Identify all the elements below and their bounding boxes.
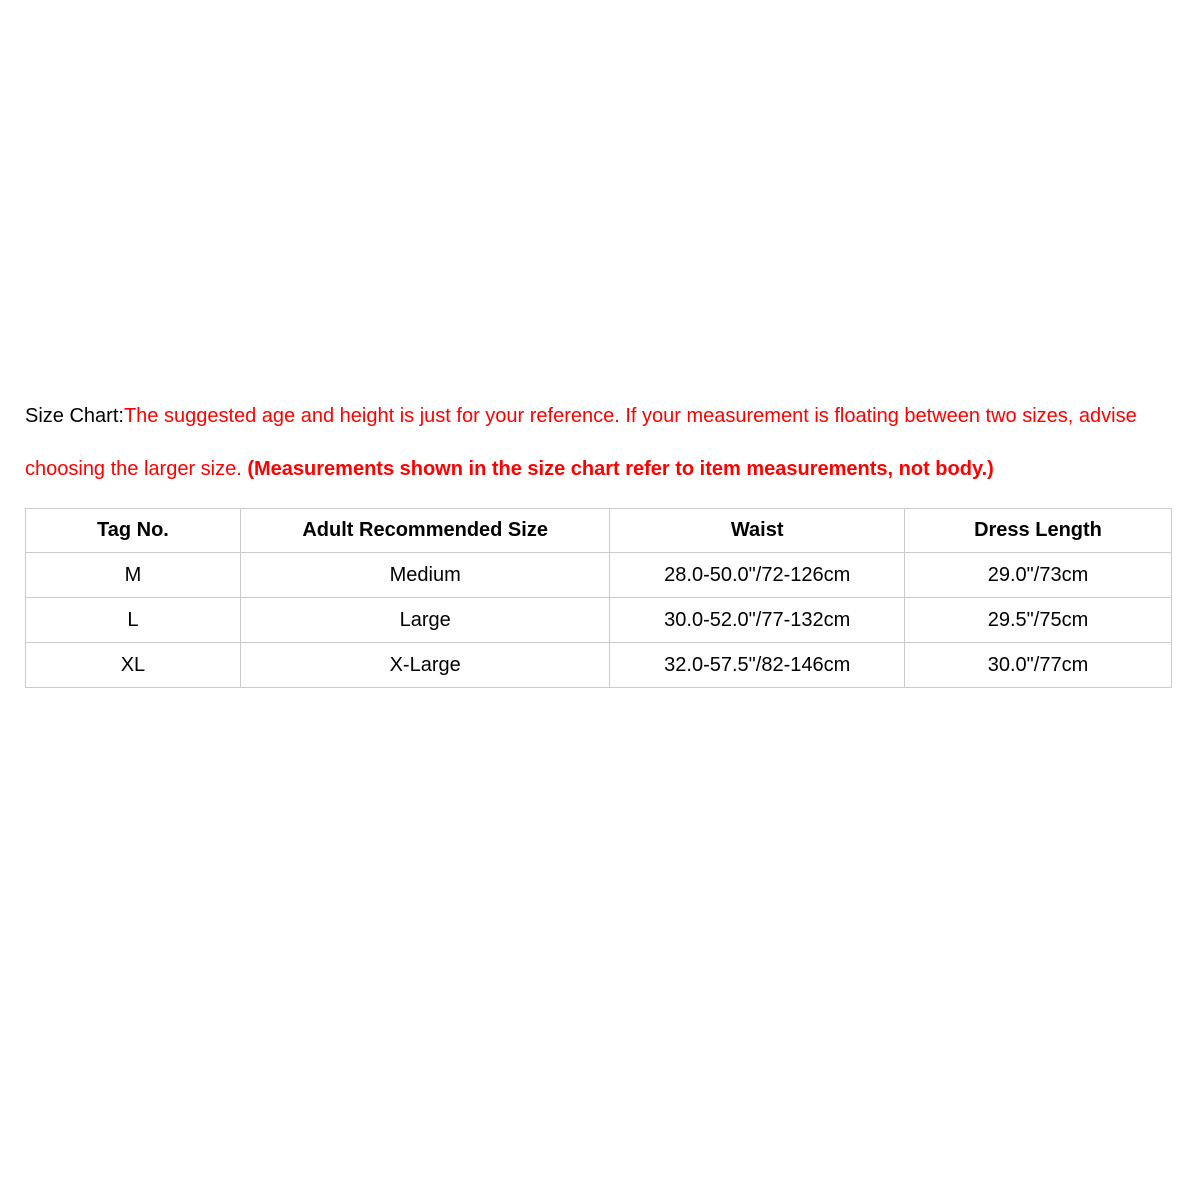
header-tag-no: Tag No. [26, 509, 241, 553]
cell-dress-length: 30.0"/77cm [904, 643, 1171, 688]
cell-waist: 30.0-52.0"/77-132cm [610, 598, 905, 643]
table-row [26, 643, 1172, 688]
size-chart-note-text: The suggested age and height is just for your reference. If your measurement is floating between two sizes, advise choosing the larger size. [25, 405, 1137, 480]
cell-tag-no: L [26, 598, 241, 643]
size-chart-intro-paragraph [25, 390, 1175, 496]
header-dress-length: Dress Length [904, 509, 1171, 553]
size-chart-table [25, 508, 1172, 688]
cell-adult-recommended-size: X-Large [240, 643, 610, 688]
cell-waist: 28.0-50.0"/72-126cm [610, 553, 905, 598]
cell-dress-length: 29.0"/73cm [904, 553, 1171, 598]
table-row [26, 598, 1172, 643]
cell-adult-recommended-size: Medium [240, 553, 610, 598]
cell-waist: 32.0-57.5"/82-146cm [610, 643, 905, 688]
cell-tag-no: M [26, 553, 241, 598]
header-adult-recommended-size: Adult Recommended Size [240, 509, 610, 553]
size-chart-note-bold-text: (Measurements shown in the size chart refer to item measurements, not body.) [247, 458, 994, 480]
cell-dress-length: 29.5"/75cm [904, 598, 1171, 643]
cell-tag-no: XL [26, 643, 241, 688]
header-waist: Waist [610, 509, 905, 553]
table-header-row [26, 509, 1172, 553]
cell-adult-recommended-size: Large [240, 598, 610, 643]
size-chart-label: Size Chart: [25, 405, 124, 427]
size-chart-content [25, 390, 1175, 688]
table-row [26, 553, 1172, 598]
